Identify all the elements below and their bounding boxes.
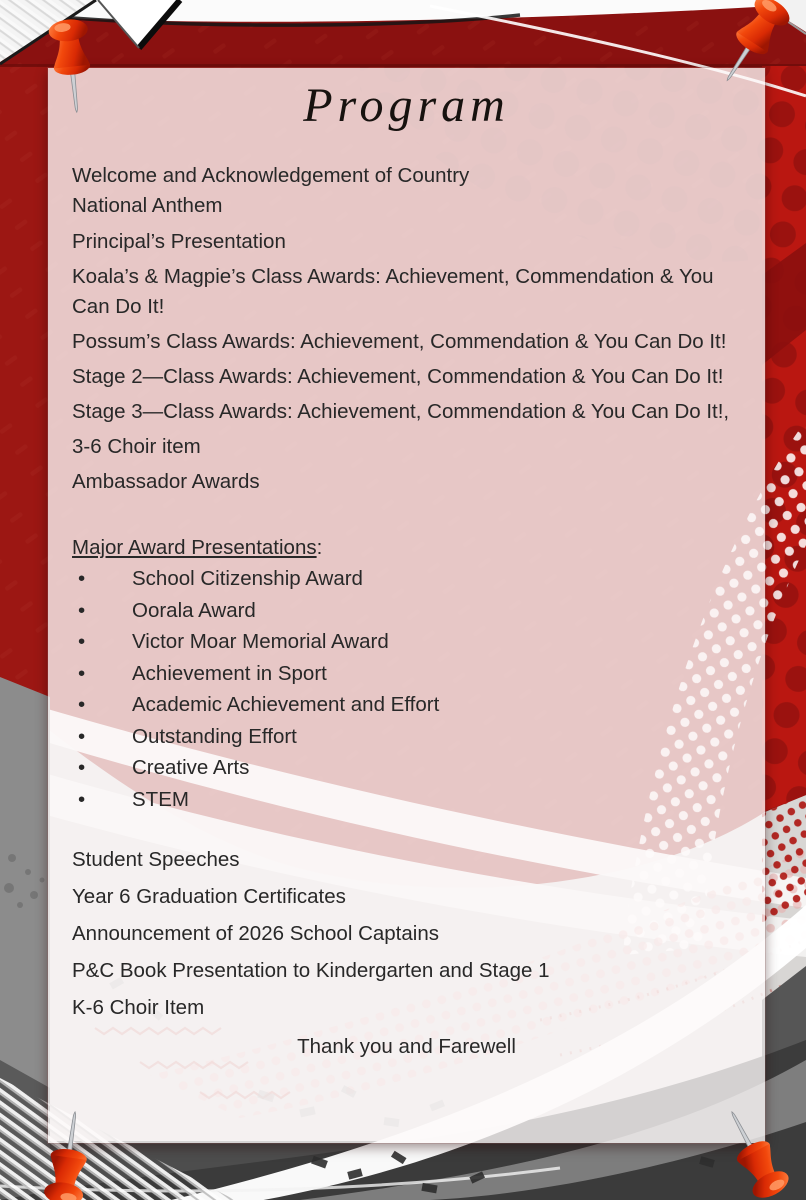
agenda-item: National Anthem <box>72 194 223 217</box>
agenda-item: Koala’s & Magpie’s Class Awards: Achievement, Commendation & You Can Do It! <box>72 265 714 318</box>
bullet-item: • STEM <box>72 784 741 816</box>
bullet-dot-icon: • <box>78 661 86 685</box>
agenda-item: Year 6 Graduation Certificates <box>72 885 346 908</box>
agenda-item: 3-6 Choir item <box>72 435 201 458</box>
agenda-item: Welcome and Acknowledgement of Country <box>72 164 470 187</box>
major-awards-heading: Major Award Presentations: <box>72 536 323 559</box>
bullet-item: • Oorala Award <box>72 595 741 627</box>
agenda-item: Ambassador Awards <box>72 470 260 493</box>
agenda-item: Possum’s Class Awards: Achievement, Commendation & You Can Do It! <box>72 330 727 353</box>
closing-group <box>72 845 741 1023</box>
bullet-dot-icon: • <box>78 567 86 590</box>
bullet-dot-icon: • <box>78 787 86 811</box>
agenda-item: Principal’s Presentation <box>72 230 286 253</box>
opening-group <box>72 161 741 221</box>
agenda-item: Stage 2—Class Awards: Achievement, Commendation & You Can Do It! <box>72 365 724 388</box>
bullet-dot-icon: • <box>78 724 86 748</box>
bullet-item: • Victor Moar Memorial Award <box>72 626 741 658</box>
agenda-item: K-6 Choir Item <box>72 996 205 1019</box>
page-title: Program <box>303 79 510 132</box>
bullet-item: • School Citizenship Award <box>72 563 741 595</box>
bullet-item: • Academic Achievement and Effort <box>72 689 741 721</box>
agenda-item: Stage 3—Class Awards: Achievement, Commendation & You Can Do It!, <box>72 400 730 423</box>
program-panel <box>48 68 765 1143</box>
agenda-item: P&C Book Presentation to Kindergarten and Stage 1 <box>72 959 550 982</box>
bullet-dot-icon: • <box>78 756 86 779</box>
bullet-dot-icon: • <box>78 598 86 622</box>
farewell-text: Thank you and Farewell <box>297 1035 516 1058</box>
agenda-item: Student Speeches <box>72 848 240 871</box>
bullet-dot-icon: • <box>78 630 86 653</box>
bullet-item: • Creative Arts <box>72 752 741 784</box>
major-awards-list <box>72 563 741 815</box>
bullet-item: • Achievement in Sport <box>72 658 741 690</box>
bullet-dot-icon: • <box>78 693 86 716</box>
bullet-item: • Outstanding Effort <box>72 721 741 753</box>
agenda-item: Announcement of 2026 School Captains <box>72 922 439 945</box>
